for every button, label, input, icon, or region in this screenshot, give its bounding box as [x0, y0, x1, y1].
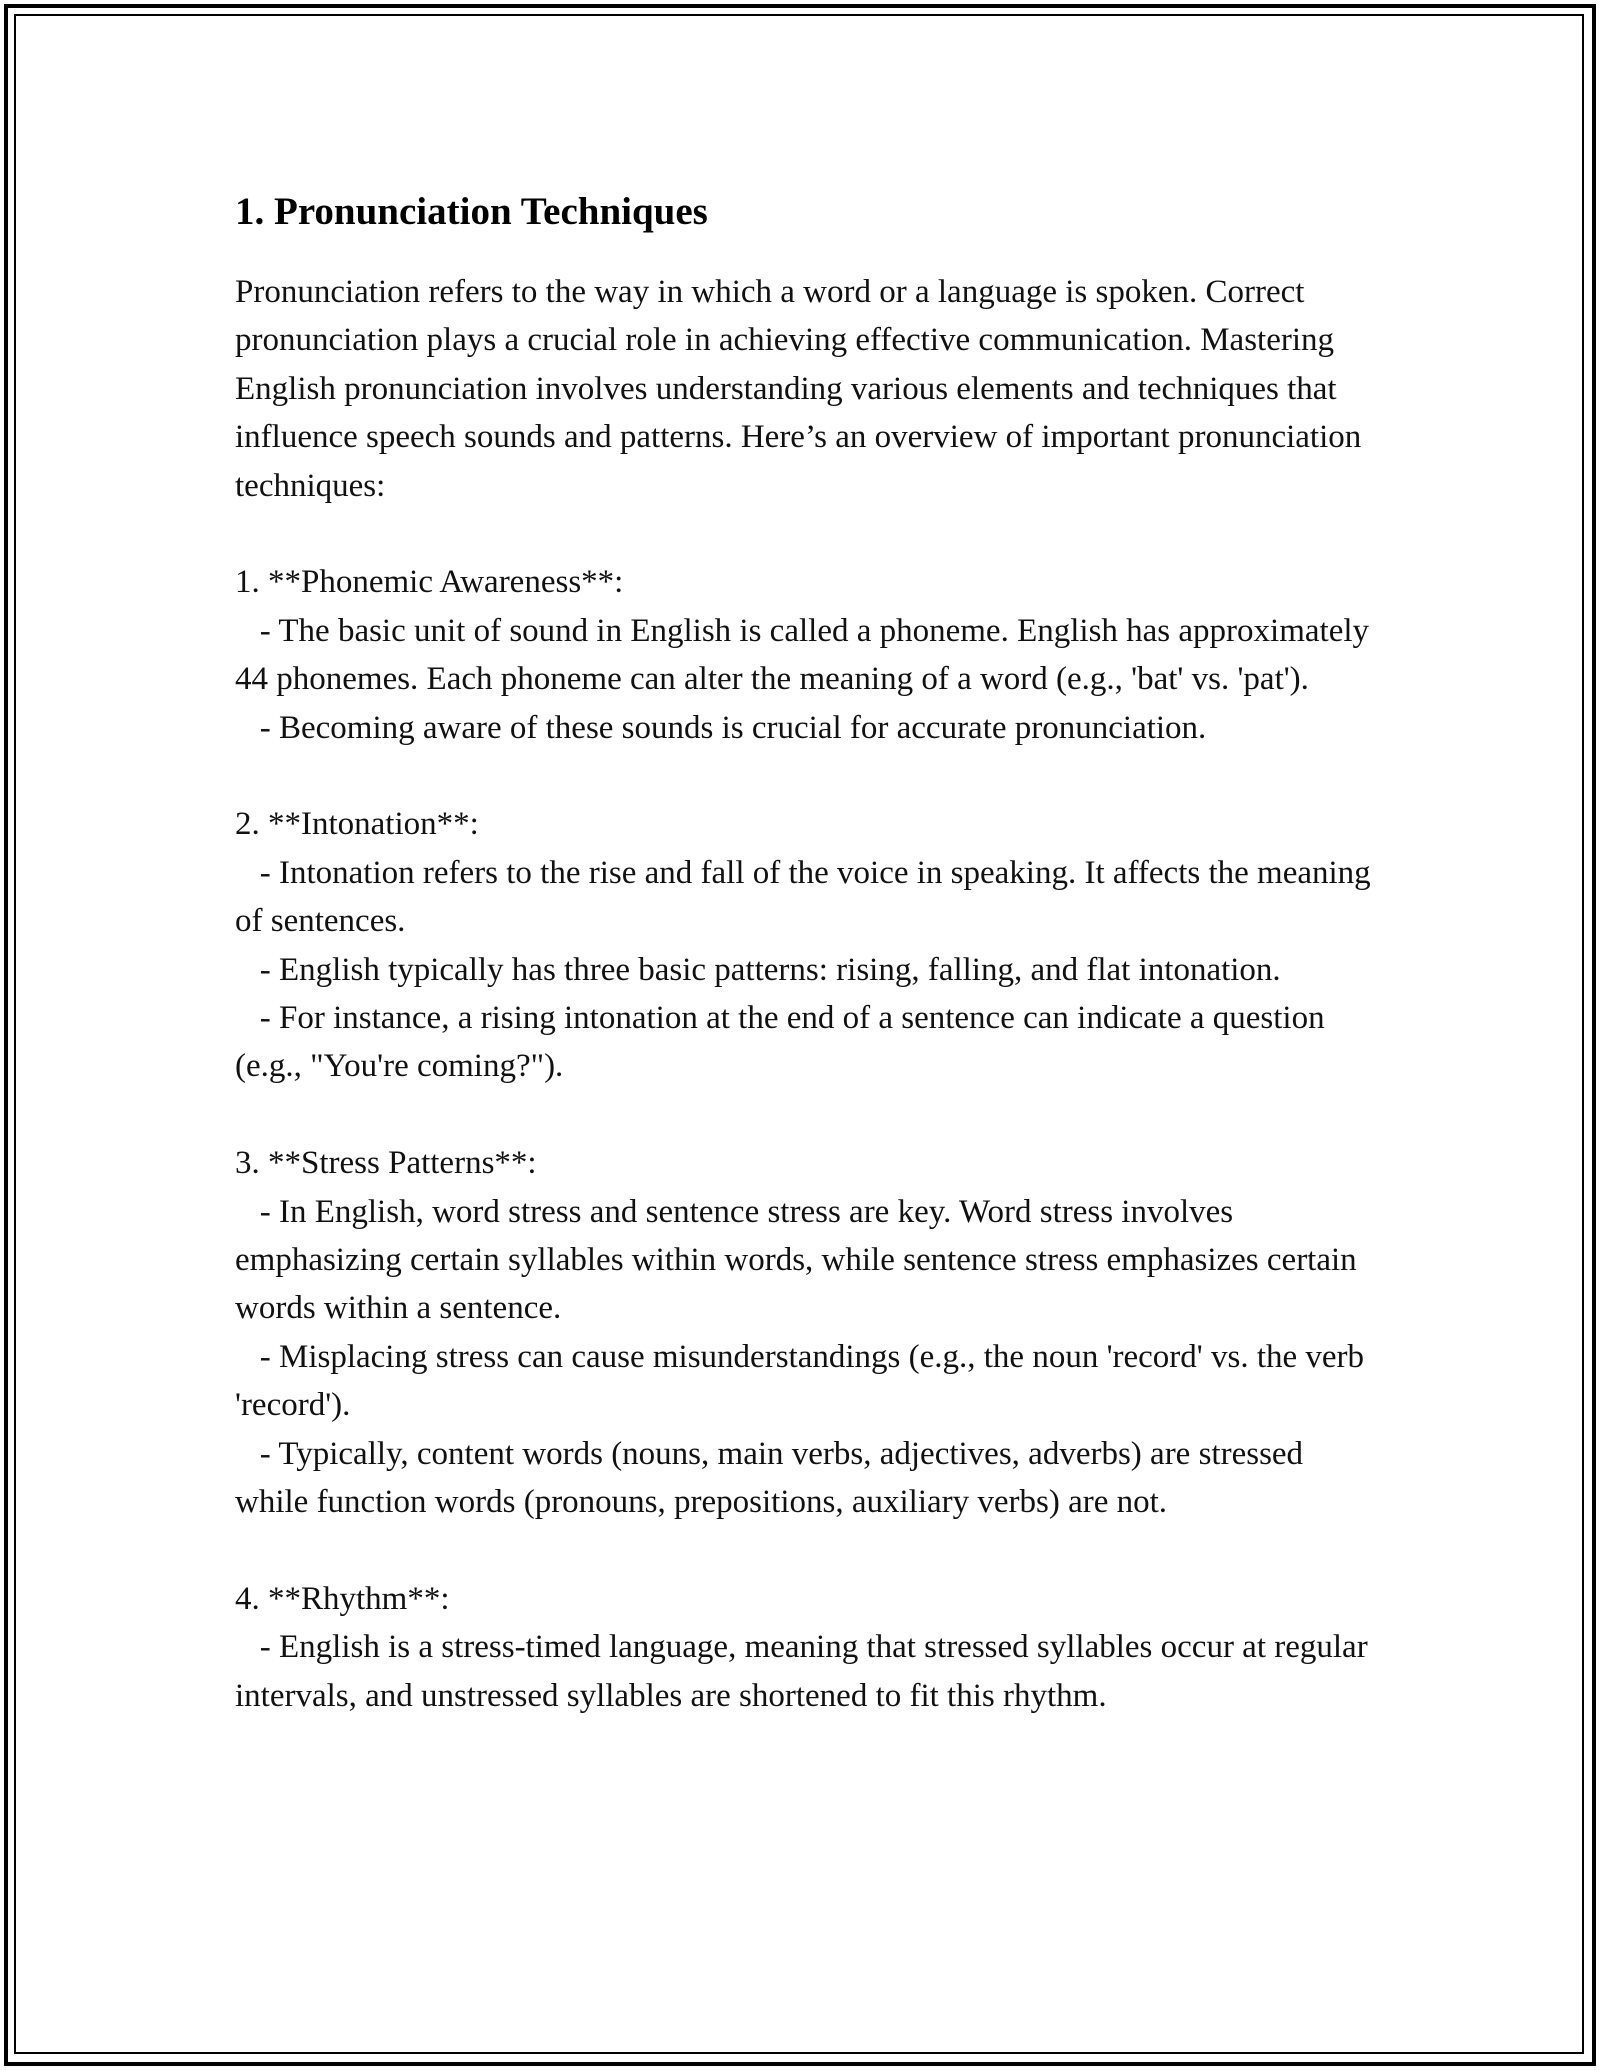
technique-point: - English is a stress-timed language, meaning that stressed syllables occur at regular intervals, and unstressed syllables are shortened to fit this rhythm. [235, 1629, 1376, 1714]
technique-title: 4. **Rhythm**: [235, 1580, 450, 1617]
technique-point: - Misplacing stress can cause misunderstandings (e.g., the noun 'record' vs. the verb 'record'). [235, 1338, 1373, 1424]
spacer [235, 510, 1375, 558]
technique-intonation [235, 800, 1379, 1090]
technique-point: - For instance, a rising intonation at the end of a sentence can indicate a question (e.g., "You're coming?"). [235, 1000, 1333, 1085]
technique-stress-patterns [235, 1139, 1375, 1526]
section-heading: 1. Pronunciation Techniques [235, 190, 708, 233]
technique-point: - Typically, content words (nouns, main verbs, adjectives, adverbs) are stressed while function words (pronouns, prepositions, auxiliary verbs) are not. [235, 1435, 1312, 1521]
technique-title: 3. **Stress Patterns**: [235, 1145, 537, 1182]
technique-point: - Becoming aware of these sounds is crucial for accurate pronunciation. [235, 709, 1207, 746]
spacer [235, 1527, 1375, 1575]
technique-title: 1. **Phonemic Awareness**: [235, 564, 624, 601]
technique-point: - English typically has three basic patterns: rising, falling, and flat intonation. [235, 951, 1281, 988]
spacer [235, 752, 1375, 800]
technique-point: - Intonation refers to the rise and fall of the voice in speaking. It affects the meaning of sentences. [235, 854, 1379, 940]
technique-phonemic-awareness [235, 558, 1378, 752]
technique-point: - In English, word stress and sentence stress are key. Word stress involves emphasizing certain syllables within words, while sentence stress emphasizes certain words within a sentence. [235, 1193, 1365, 1327]
technique-point: - The basic unit of sound in English is called a phoneme. English has approximately 44 phonemes. Each phoneme can alter the meaning of a word (e.g., 'bat' vs. 'pat'). [235, 612, 1378, 698]
spacer [235, 1091, 1375, 1139]
document-body [235, 186, 1379, 1720]
technique-title: 2. **Intonation**: [235, 806, 479, 843]
technique-rhythm [235, 1575, 1375, 1720]
intro-paragraph: Pronunciation refers to the way in which a word or a language is spoken. Correct pronunciation plays a crucial role in achieving effective communication. Mastering English pronunciation involves understanding various elements and techniques that influence speech sounds and patterns. Here’s an overview of important pronunciation techniques: [235, 274, 1370, 504]
